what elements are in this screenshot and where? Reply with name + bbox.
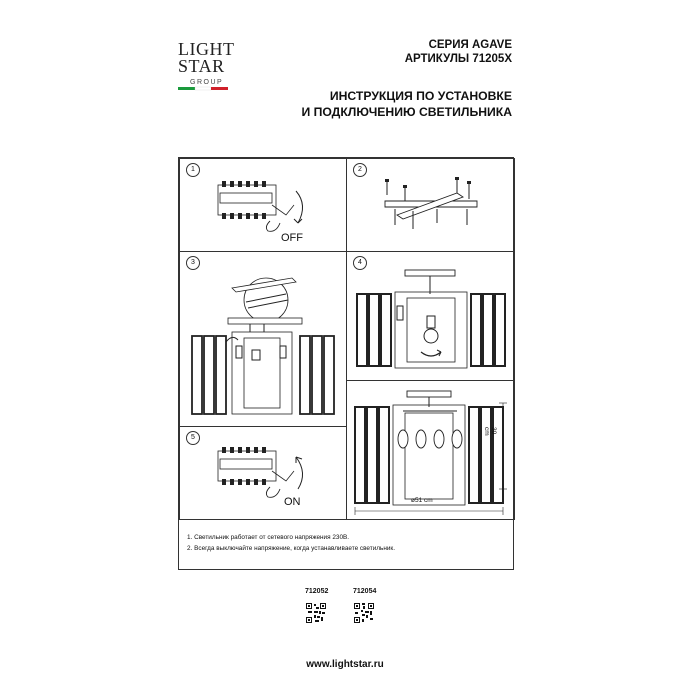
header-series-block (405, 38, 512, 66)
safety-notes (179, 532, 521, 554)
step-4-panel (346, 251, 515, 381)
step-5-number: 5 (186, 431, 200, 445)
qr-code-712054 (354, 603, 374, 623)
connection-wiring-illustration (188, 272, 338, 422)
step-2-number: 2 (353, 163, 367, 177)
logo-line-1: LIGHT (178, 39, 235, 59)
step-1-caption: OFF (281, 232, 303, 244)
brand-logo (178, 41, 240, 111)
mounting-plate-illustration (377, 173, 487, 243)
instruction-title (301, 88, 512, 120)
instructions-frame (178, 157, 514, 570)
logo-line-3: GROUP (190, 79, 224, 86)
title-line-1: ИНСТРУКЦИЯ ПО УСТАНОВКЕ (329, 89, 512, 103)
article-number-1: 712052 (305, 588, 329, 595)
note-1: 1. Светильник работает от сетевого напряжения 230В. (187, 534, 350, 541)
step-5-caption: ON (284, 496, 301, 508)
circuit-breaker-on-illustration (216, 441, 316, 511)
logo-line-2: STAR (178, 56, 225, 76)
fixture-dimensions-illustration (353, 389, 513, 519)
website-url[interactable]: www.lightstar.ru (306, 659, 384, 670)
bulb-install-illustration (355, 268, 510, 378)
step-3-panel (179, 251, 347, 427)
step-4-number: 4 (353, 256, 367, 270)
diameter-dimension-label: ø51 cm (411, 497, 433, 504)
articles-label: АРТИКУЛЫ 71205X (404, 53, 512, 65)
dimensions-panel (346, 380, 515, 520)
height-dimension-label: 30 cm (483, 427, 497, 436)
step-5-panel (179, 426, 347, 520)
qr-code-712052 (306, 603, 326, 623)
article-number-2: 712054 (353, 588, 377, 595)
step-3-number: 3 (186, 256, 200, 270)
series-label: СЕРИЯ AGAVE (428, 39, 512, 51)
title-line-2: И ПОДКЛЮЧЕНИЮ СВЕТИЛЬНИКА (301, 105, 512, 119)
note-2: 2. Всегда выключайте напряжение, когда устанавливаете светильник. (187, 545, 395, 552)
step-2-panel (346, 158, 515, 252)
step-1-number: 1 (186, 163, 200, 177)
step-1-panel (179, 158, 347, 252)
